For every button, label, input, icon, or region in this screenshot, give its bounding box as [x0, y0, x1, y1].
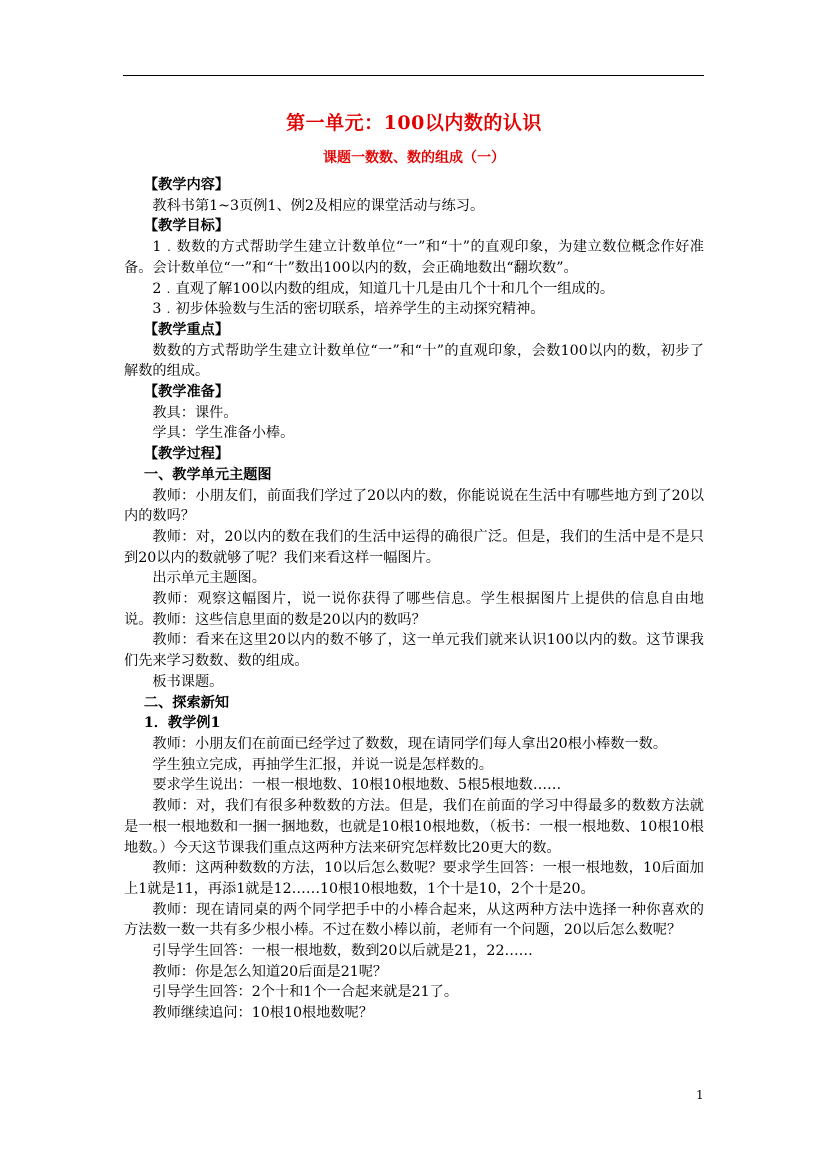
paragraph: 数数的方式帮助学生建立计数单位“一”和“十”的直观印象，会数100以内的数，初步了解数的组成。: [124, 342, 704, 380]
paragraph: 教师：你是怎么知道20后面是21呢？: [152, 963, 388, 980]
document-body: [124, 110, 704, 1024]
section-heading: 【教学内容】: [143, 177, 230, 193]
paragraph: 教科书第1~3页例1、例2及相应的课堂活动与练习。: [152, 197, 485, 214]
paragraph: 教师继续追问：10根10根地数呢？: [152, 1005, 373, 1022]
section-heading: 【教学准备】: [143, 384, 230, 401]
header-rule: [123, 75, 704, 76]
paragraph: 教师：小朋友们，前面我们学过了20以内的数，你能说说在生活中有哪些地方到了20以内的数吗？: [124, 487, 704, 525]
unit-title: 第一单元：100以内数的认识: [286, 112, 542, 134]
paragraph: 引导学生回答：一根一根地数，数到20以后就是21，22……: [152, 943, 533, 960]
paragraph: 2﹒直观了解100以内数的组成，知道几十几是由几个十和几个一组成的。: [152, 280, 615, 297]
paragraph: 教师：这两种数数的方法，10以后怎么数呢？要求学生回答：一根一根地数，10后面加上1就是11，再添1就是12……10根10根地数，1个十是10，2个十是20。: [124, 860, 704, 897]
section-heading: 【教学重点】: [143, 321, 230, 338]
paragraph: 3﹒初步体验数与生活的密切联系，培养学生的主动探究精神。: [152, 301, 545, 318]
paragraph: 教师：现在请同桌的两个同学把手中的小棒合起来，从这两种方法中选择一种你喜欢的方法数一数一共有多少根小棒。不过在数小棒以前，老师有一个问题，20以后怎么数呢？: [124, 901, 704, 939]
paragraph: 引导学生回答：2个十和1个一合起来就是21了。: [152, 984, 459, 1001]
paragraph: 出示单元主题图。: [152, 570, 266, 587]
section-heading: 【教学目标】: [143, 218, 230, 235]
section-heading: 【教学过程】: [143, 446, 230, 463]
paragraph: 教师：对，我们有很多种数数的方法。但是，我们在前面的学习中得最多的数数方法就是一根一根地数和一捆一捆地数，也就是10根10根地数，（板书：一根一根地数、10根10根地数。）今天这节课我们重点这两种方法来研究怎样数比20更大的数。: [124, 798, 704, 856]
page-number: 1: [696, 1088, 704, 1102]
section-heading: 二、探索新知: [143, 694, 230, 711]
paragraph: 教师：对，20以内的数在我们的生活中运得的确很广泛。但是，我们的生活中是不是只到20以内的数就够了呢？我们来看这样一幅图片。: [124, 528, 704, 566]
paragraph: 要求学生说出：一根一根地数、10根10根地数、5根5根地数……: [152, 777, 562, 794]
paragraph: 教师：观察这幅图片，说一说你获得了哪些信息。学生根据图片上提供的信息自由地说。教师：这些信息里面的数是20以内的数吗？: [124, 591, 704, 628]
paragraph: 1﹒数数的方式帮助学生建立计数单位“一”和“十”的直观印象，为建立数位概念作好准备。会计数单位“一”和“十”数出100以内的数，会正确地数出“翻坎数”。: [124, 239, 704, 276]
paragraph: 教师：小朋友们在前面已经学过了数数，现在请同学们每人拿出20根小棒数一数。: [152, 735, 668, 752]
paragraph: 教具：课件。: [152, 404, 238, 421]
section-heading: 1．教学例1: [143, 715, 221, 732]
paragraph: 学具：学生准备小棒。: [152, 425, 295, 442]
lesson-content: [124, 175, 704, 1024]
paragraph: 板书课题。: [152, 673, 224, 690]
paragraph: 教师：看来在这里20以内的数不够了，这一单元我们就来认识100以内的数。这节课我们先来学习数数、数的组成。: [124, 632, 704, 670]
section-heading: 一、教学单元主题图: [143, 466, 272, 483]
lesson-subtitle: 课题一数数、数的组成（一）: [323, 150, 505, 166]
paragraph: 学生独立完成，再抽学生汇报，并说一说是怎样数的。: [152, 756, 493, 773]
